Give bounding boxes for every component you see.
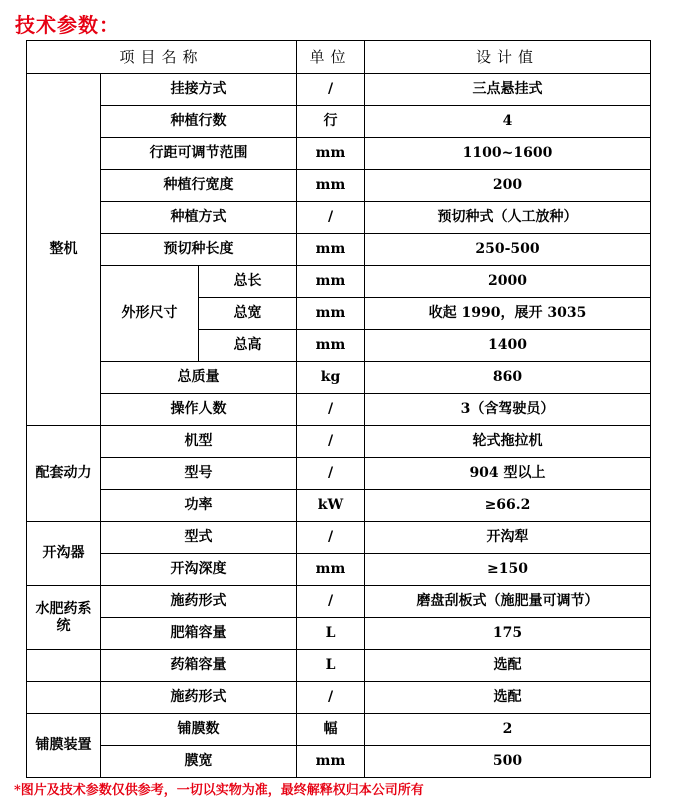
row-unit: /: [297, 202, 365, 234]
row-name: 肥箱容量: [101, 618, 297, 650]
table-row: [27, 714, 651, 746]
row-value: ≥150: [365, 554, 651, 586]
row-unit: /: [297, 682, 365, 714]
header-value: 设计值: [365, 41, 651, 74]
row-value: 预切种式（人工放种）: [365, 202, 651, 234]
row-value: 开沟犁: [365, 522, 651, 554]
row-unit: mm: [297, 170, 365, 202]
row-value: 选配: [365, 682, 651, 714]
row-unit: mm: [297, 138, 365, 170]
table-row: [27, 586, 651, 618]
row-name: 种植行数: [101, 106, 297, 138]
row-unit: 幅: [297, 714, 365, 746]
table-row: [27, 618, 651, 650]
table-row: [27, 138, 651, 170]
table-row: [27, 234, 651, 266]
row-value: 175: [365, 618, 651, 650]
group-matching-power: 配套动力: [27, 426, 101, 522]
table-row: [27, 650, 651, 682]
table-row: [27, 202, 651, 234]
row-value: 860: [365, 362, 651, 394]
group-empty-cell: [27, 650, 101, 682]
row-value: 200: [365, 170, 651, 202]
row-unit: /: [297, 74, 365, 106]
row-unit: /: [297, 522, 365, 554]
row-name: 施药形式: [101, 586, 297, 618]
row-name: 种植方式: [101, 202, 297, 234]
row-name: 操作人数: [101, 394, 297, 426]
header-item-name: 项目名称: [27, 41, 297, 74]
row-unit: mm: [297, 298, 365, 330]
table-row: [27, 682, 651, 714]
table-row: [27, 170, 651, 202]
row-unit: kW: [297, 490, 365, 522]
row-unit: L: [297, 618, 365, 650]
row-name: 药箱容量: [101, 650, 297, 682]
group-fertilizer-system: 水肥药系统: [27, 586, 101, 650]
table-row: [27, 746, 651, 778]
row-value: 904 型以上: [365, 458, 651, 490]
group-furrow-opener: 开沟器: [27, 522, 101, 586]
row-name: 功率: [101, 490, 297, 522]
row-name: 总高: [199, 330, 297, 362]
row-value: 磨盘刮板式（施肥量可调节）: [365, 586, 651, 618]
row-unit: kg: [297, 362, 365, 394]
table-row: [27, 554, 651, 586]
row-value: 收起 1990，展开 3035: [365, 298, 651, 330]
disclaimer-footnote: *图片及技术参数仅供参考，一切以实物为准，最终解释权归本公司所有: [14, 783, 424, 798]
row-unit: /: [297, 458, 365, 490]
group-film-device: 铺膜装置: [27, 714, 101, 778]
group-empty-cell: [27, 682, 101, 714]
row-name: 总宽: [199, 298, 297, 330]
row-value: 1100~1600: [365, 138, 651, 170]
row-name: 预切种长度: [101, 234, 297, 266]
row-name: 总长: [199, 266, 297, 298]
row-name: 型号: [101, 458, 297, 490]
row-value: 3（含驾驶员）: [365, 394, 651, 426]
row-value: 轮式拖拉机: [365, 426, 651, 458]
row-name: 种植行宽度: [101, 170, 297, 202]
table-row: [27, 106, 651, 138]
row-name: 铺膜数: [101, 714, 297, 746]
row-name: 型式: [101, 522, 297, 554]
row-unit: /: [297, 426, 365, 458]
row-unit: L: [297, 650, 365, 682]
row-name: 行距可调节范围: [101, 138, 297, 170]
section-title: 技术参数：: [15, 13, 120, 37]
row-unit: mm: [297, 330, 365, 362]
spec-table: [26, 40, 651, 778]
row-unit: mm: [297, 234, 365, 266]
table-row: [27, 362, 651, 394]
row-name: 开沟深度: [101, 554, 297, 586]
row-unit: mm: [297, 746, 365, 778]
table-row: [27, 426, 651, 458]
row-value: 250-500: [365, 234, 651, 266]
row-name: 膜宽: [101, 746, 297, 778]
row-unit: 行: [297, 106, 365, 138]
row-value: 选配: [365, 650, 651, 682]
row-unit: /: [297, 394, 365, 426]
row-unit: /: [297, 586, 365, 618]
row-value: 2000: [365, 266, 651, 298]
row-value: ≥66.2: [365, 490, 651, 522]
group-whole-machine: 整机: [27, 74, 101, 426]
row-name: 机型: [101, 426, 297, 458]
header-unit: 单位: [297, 41, 365, 74]
table-row: [27, 458, 651, 490]
row-name: 总质量: [101, 362, 297, 394]
row-name: 施药形式: [101, 682, 297, 714]
row-value: 1400: [365, 330, 651, 362]
table-row: [27, 394, 651, 426]
row-unit: mm: [297, 554, 365, 586]
row-name: 挂接方式: [101, 74, 297, 106]
row-value: 500: [365, 746, 651, 778]
row-value: 三点悬挂式: [365, 74, 651, 106]
row-unit: mm: [297, 266, 365, 298]
table-row: [27, 490, 651, 522]
table-row: [27, 266, 651, 298]
table-row: [27, 74, 651, 106]
group-outline-dimensions: 外形尺寸: [101, 266, 199, 362]
table-header-row: [27, 41, 651, 74]
table-row: [27, 522, 651, 554]
row-value: 2: [365, 714, 651, 746]
row-value: 4: [365, 106, 651, 138]
